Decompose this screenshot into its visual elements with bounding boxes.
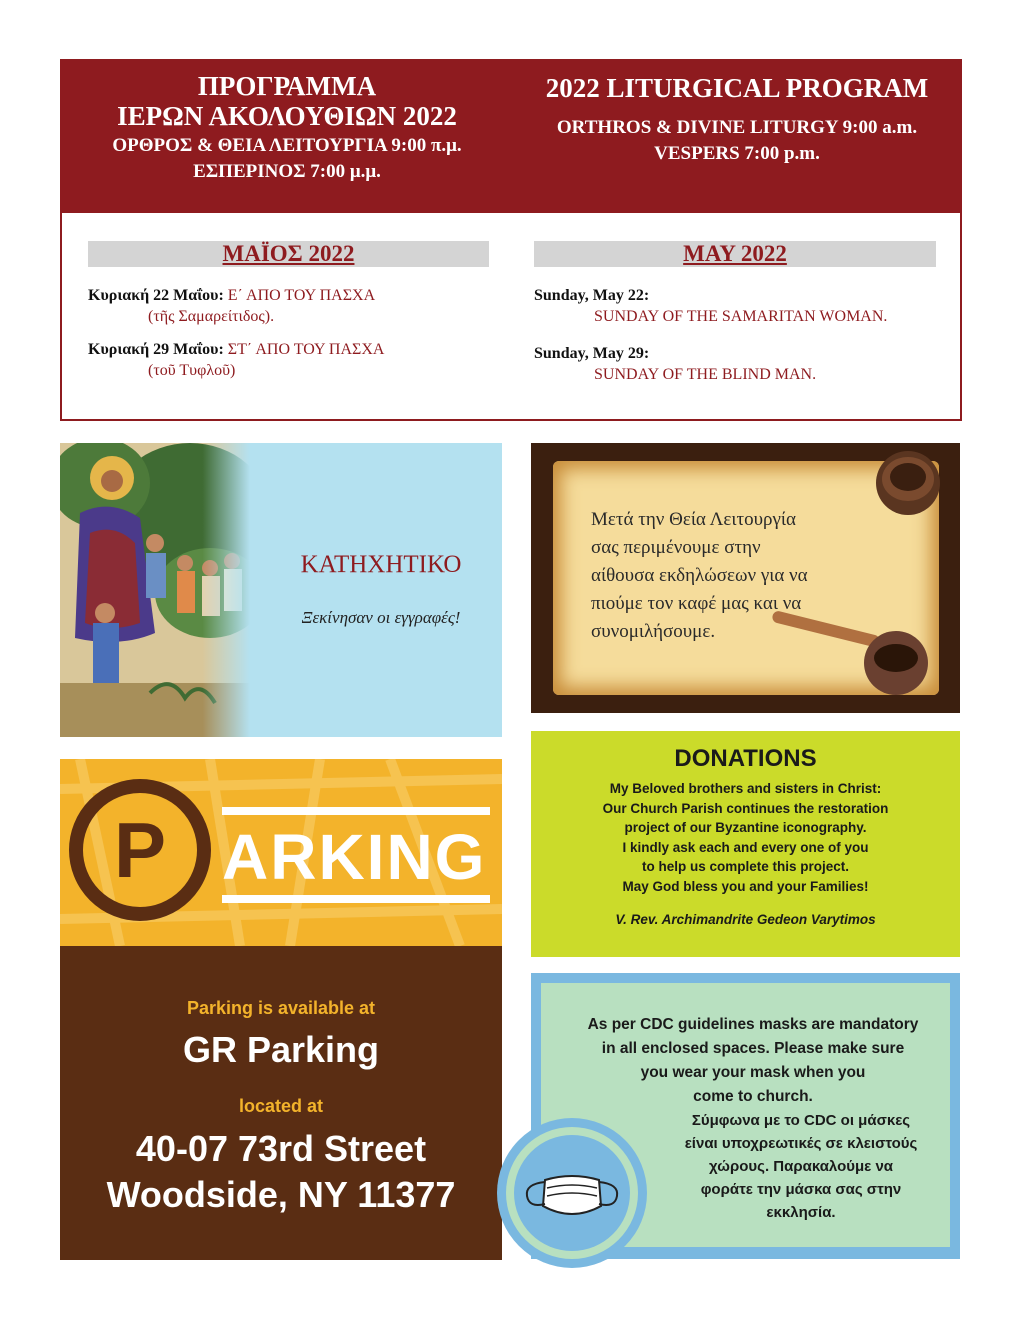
entry-title: ΣΤ΄ ΑΠΟ ΤΟΥ ΠΑΣΧΑ — [227, 341, 385, 358]
english-month-heading — [534, 241, 936, 267]
greek-entry-1 — [88, 285, 375, 327]
mask-greek-line: χώρους. Παρακαλούμε να — [708, 1158, 894, 1175]
greek-month-heading — [88, 241, 489, 267]
donations-line: I kindly ask each and every one of you — [622, 839, 869, 855]
liturgical-schedule — [60, 59, 962, 421]
english-vespers-time: VESPERS 7:00 p.m. — [654, 143, 820, 164]
mask-notice-english — [563, 1013, 943, 1109]
greek-vespers-time: ΕΣΠΕΡΙΝΟΣ 7:00 μ.μ. — [193, 161, 381, 182]
english-entry-1 — [534, 285, 887, 327]
donations-line: My Beloved brothers and sisters in Christ: — [609, 781, 882, 796]
parking-info — [60, 946, 502, 1260]
english-header-title: 2022 LITURGICAL PROGRAM — [545, 73, 929, 103]
schedule-header-band — [62, 61, 960, 213]
greek-month-label: ΜΑΪΟΣ 2022 — [222, 241, 355, 266]
coffee-line: πιούμε τον καφέ μας και να — [591, 593, 802, 614]
coffee-line: αίθουσα εκδηλώσεων για να — [591, 565, 808, 586]
christ-with-children-icon — [60, 443, 250, 737]
donations-line: May God bless you and your Families! — [622, 878, 869, 894]
coffee-line: Μετά την Θεία Λειτουργία — [591, 509, 796, 530]
parking-street: 40-07 73rd Street — [135, 1128, 427, 1169]
english-liturgy-time: ORTHROS & DIVINE LITURGY 9:00 a.m. — [556, 117, 918, 138]
mask-greek-line: είναι υποχρεωτικές σε κλειστούς — [684, 1135, 918, 1152]
face-mask-icon — [497, 1118, 647, 1268]
mask-greek-line: εκκλησία. — [766, 1204, 836, 1221]
donations-title: DONATIONS — [674, 745, 817, 772]
mask-english-line: As per CDC guidelines masks are mandatory — [587, 1016, 919, 1033]
entry-date: Sunday, May 29: — [534, 345, 650, 362]
greek-liturgy-time: ΟΡΘΡΟΣ & ΘΕΙΑ ΛΕΙΤΟΥΡΓΙΑ 9:00 π.μ. — [112, 135, 462, 156]
parking-lot-name: GR Parking — [182, 1029, 380, 1070]
donations-signature: V. Rev. Archimandrite Gedeon Varytimos — [615, 912, 876, 927]
catechism-panel — [60, 443, 502, 737]
entry-title: Ε΄ ΑΠΟ ΤΟΥ ΠΑΣΧΑ — [227, 287, 376, 304]
parking-address — [60, 1126, 502, 1218]
mask-english-line: you wear your mask when you — [640, 1064, 866, 1081]
entry-note: (τῆς Σαμαρείτιδος). — [148, 308, 275, 325]
entry-date: Κυριακή 29 Μαΐου: — [88, 341, 224, 358]
parking-available-label: Parking is available at — [186, 998, 376, 1018]
mask-greek-line: φοράτε την μάσκα σας στην — [700, 1181, 902, 1198]
coffee-line: συνομιλήσουμε. — [591, 621, 716, 642]
parking-banner — [60, 759, 502, 946]
greek-header-title: ΠΡΟΓΡΑΜΜΑ — [197, 71, 377, 101]
coffee-invitation-text — [591, 506, 871, 646]
mask-greek-line: Σύμφωνα με το CDC οι μάσκες — [691, 1112, 911, 1129]
entry-title: SUNDAY OF THE SAMARITAN WOMAN. — [594, 308, 888, 325]
donations-message — [531, 779, 960, 896]
parking-logo-letter: P — [113, 806, 167, 894]
parking-logo-word: ARKING — [222, 821, 487, 893]
donations-line: Our Church Parish continues the restoration — [602, 800, 889, 816]
greek-header-subtitle: ΙΕΡΩΝ ΑΚΟΛΟΥΘΙΩΝ 2022 — [117, 101, 457, 131]
donations-panel — [531, 731, 960, 957]
parking-located-label: located at — [238, 1096, 324, 1116]
mask-notice-greek — [656, 1109, 946, 1224]
greek-header — [62, 61, 512, 185]
entry-date: Sunday, May 22: — [534, 287, 650, 304]
coffee-hour-panel — [531, 443, 960, 713]
english-entry-2 — [534, 343, 816, 385]
donations-line: to help us complete this project. — [641, 859, 850, 874]
english-header — [512, 61, 962, 167]
greek-entry-2 — [88, 339, 384, 381]
catechism-title: ΚΑΤΗΧΗΤΙΚΟ — [300, 551, 462, 578]
english-month-label: MAY 2022 — [683, 241, 787, 266]
donations-line: project of our Byzantine iconography. — [624, 820, 867, 835]
entry-date: Κυριακή 22 Μαΐου: — [88, 287, 224, 304]
catechism-registration-note: Ξεκίνησαν οι εγγραφές! — [301, 608, 461, 627]
coffee-line: σας περιμένουμε στην — [591, 537, 761, 558]
entry-title: SUNDAY OF THE BLIND MAN. — [594, 366, 817, 383]
entry-note: (τοῦ Τυφλοῦ) — [148, 362, 236, 379]
face-mask-badge — [497, 1118, 647, 1268]
parking-city: Woodside, NY 11377 — [106, 1174, 456, 1215]
mask-english-line: come to church. — [693, 1088, 813, 1105]
mask-english-line: in all enclosed spaces. Please make sure — [601, 1040, 905, 1057]
